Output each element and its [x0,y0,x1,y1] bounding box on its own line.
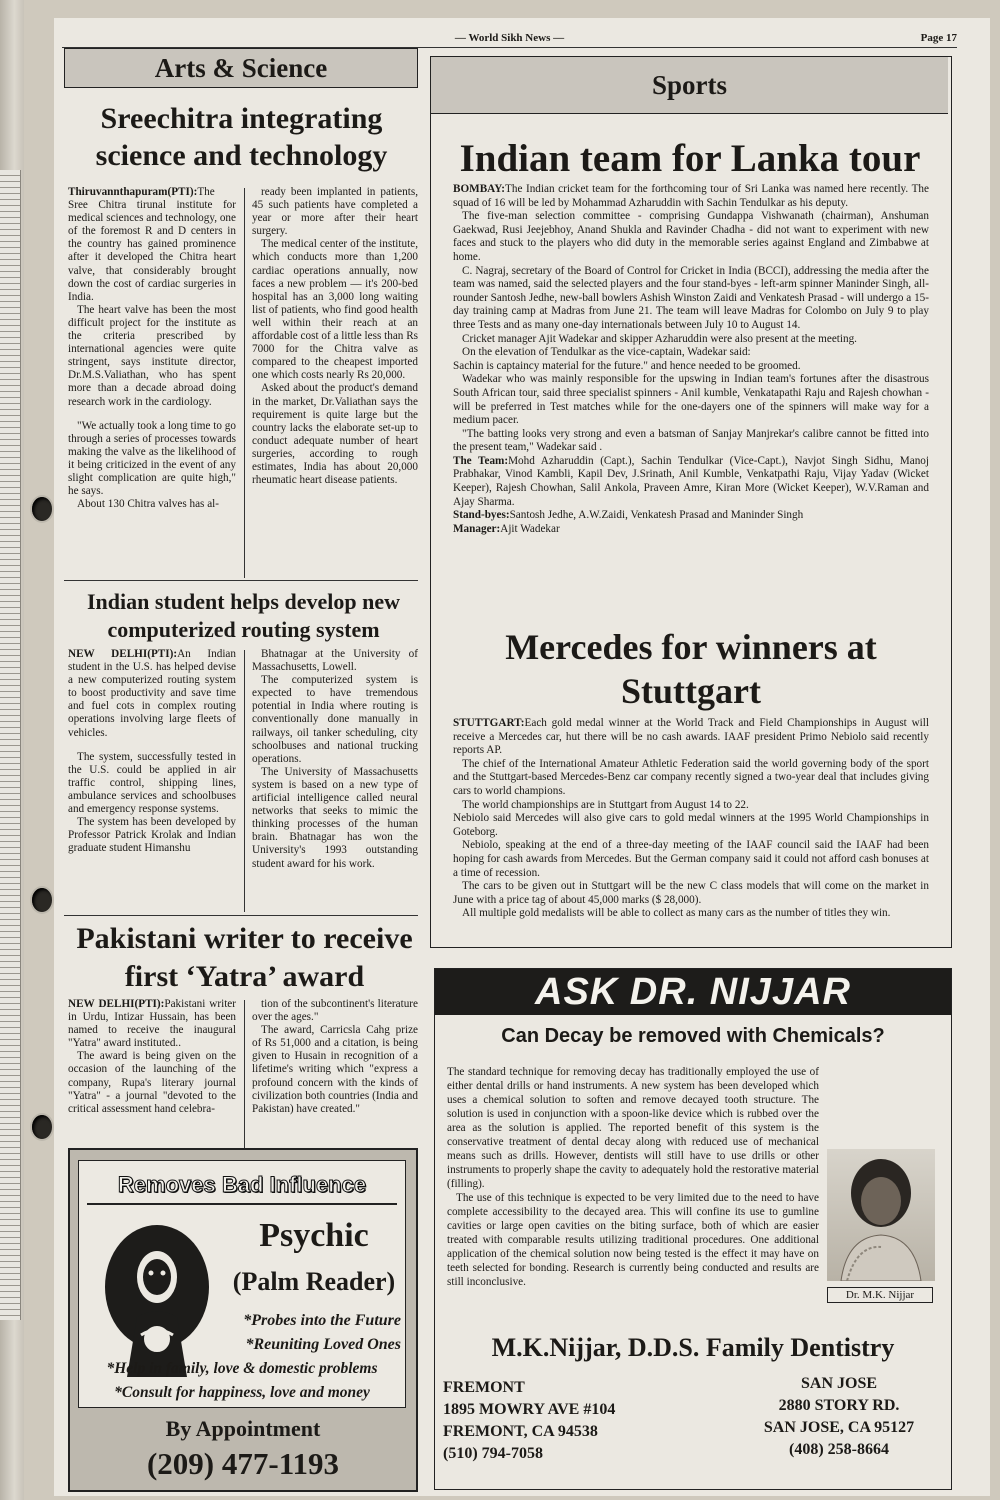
office-phone: (510) 794-7058 [443,1445,543,1462]
paragraph [252,674,418,766]
paragraph [453,509,929,523]
sanjose-address [739,1373,939,1461]
ruler [0,170,21,1320]
psychic-subtitle: (Palm Reader) [232,1267,396,1296]
paragraph-text: Asked about the product's demand in the market, Dr.Valiathan says the requirement is quite large but the country lacks the elaborate set-up to conduct adequate number of heart surgeries, according to rough estimates, India has about 20,000 rheumatic heart disease patients. [252,382,418,487]
paragraph-text: Nebiolo, speaking at the end of a three-day meeting of the IAAF council said the IAAF had been hoping for cash awards from Mercedes. But the German company said it could not afford cash bonuses at a time of recession. [453,839,929,879]
portrait-icon [827,1149,935,1281]
psychic-banner: Removes Bad Influence [87,1167,397,1205]
paragraph-text: The heart valve has been the most difficult project for the institute as the criteria prescribed by international agencies were quite stringent, says institute director, Dr.M.S.Valiathan, who has spent more than a decade abroad doing research work in the cardiology. [68,303,236,408]
publication-name: — World Sikh News — [454,32,565,44]
paragraph [252,998,418,1024]
paragraph-text: "We actually took a long time to go through a series of processes towards making the valve as the likelihood of it being criticized in the event of any slight complication are quite high," he says. [68,419,236,498]
paragraph-text: The award, Carricsla Cahg prize of Rs 51,000 and a citation, is being given to Husain in recognition of a lifetime's writing which "express a profound concern with the kinds of civilization both countries (India and Pakistan) have created." [252,1024,418,1115]
paragraph: The standard technique for removing decay has traditionally employed the use of either dental drills or hand instruments. A new system has been developed which uses a chemical solution to soften and remove decayed tooth structure. The solution is used in conjunction with a spoon-like device which is rubbed over the area as the solution is applied. The reported benefit of this system is the conservative treatment of dental decay along with reduced use of mechanical means such as drills. However, dentists will still have to use drills or other instruments to properly shape the cavity to adequately hold the restorative material (filling). [447,1066,819,1190]
article-divider [64,915,418,916]
article-sreechitra-col2 [252,186,418,487]
paragraph [68,998,236,1050]
paragraph [453,373,929,427]
dentist-banner: ASK DR. NIJJAR [435,969,951,1015]
paragraph-text: Pakistani writer in Urdu, Intizar Hussain, has been named to receive the inaugural "Yatra" award instituted.. [68,998,236,1050]
paragraph [453,799,929,813]
paragraph-text: C. Nagraj, secretary of the Board of Control for Cricket in India (BCCI), addressing the media after the team was named, said the selected players and the four stand-byes - left-arm spinner Maninder Singh, all-rounder Santosh Jedhe, new-ball bowlers Ashish Winston Zaidi and Venkatesh Prasad - will undergo a 15-day training camp at Madras from June 21. The team will leave Madras for Colombo on July 9 to play three Tests and as many one-day internationals between July 10 to August 14. [453,264,929,331]
headline-sreechitra: Sreechitra integrating science and technology [95,102,388,172]
office-citystate: SAN JOSE, CA 95127 [763,1419,915,1436]
psychic-line: *Probes into the Future [243,1312,401,1329]
paragraph [68,751,236,816]
paragraph [252,648,418,674]
psychic-figure-icon [97,1217,217,1377]
paragraph [453,717,929,758]
office-street: 1895 MOWRY AVE #104 [443,1401,616,1418]
photo-caption: Dr. M.K. Nijjar [827,1287,933,1303]
paragraph-text: Sachin is captaincy material for the future." and hence needed to be groomed. [453,359,801,372]
paragraph-text: An Indian student in the U.S. has helped devise a new computerized routing system to boost productivity and save time and fuel cots in complex routing operations involving large fleets of vehicles. [68,648,236,739]
paragraph-text: "The batting looks very strong and even a batsman of Sanjay Manjrekar's calibre cannot be fitted into the present team," Wadekar said . [453,427,929,454]
paragraph [68,1050,236,1115]
paragraph-text: The system has been developed by Professor Patrick Krolak and Indian graduate student Himanshu [68,816,236,855]
paragraph [453,360,929,374]
paragraph [453,428,929,455]
running-header [62,32,957,48]
paragraph [68,186,236,304]
paragraph [252,766,418,871]
office-street: 2880 STORY RD. [778,1397,900,1414]
section-header-sports: Sports [431,57,948,114]
psychic-line: *Help in family, love & domestic problems [106,1360,378,1377]
article-mercedes [453,717,929,921]
psychic-advertisement [68,1148,418,1492]
dentist-advertisement [434,968,952,1490]
paragraph-text: Cricket manager Ajit Wadekar and skipper Azharuddin were also present at the meeting. [462,332,857,345]
paragraph [68,498,236,511]
headline-routing: Indian student helps develop new computerized routing system [87,589,400,642]
article-yatra-col1 [68,998,236,1116]
section-header-arts: Arts & Science [64,48,418,88]
article-yatra-col2 [252,998,418,1116]
column-rule [244,650,245,912]
page-number: Page 17 [920,32,957,44]
paragraph-text: The chief of the International Amateur Athletic Federation said the world governing body of the sport and the Stuttgart-based Mercedes-Benz car company recently signed a two-year deal that includes giving cars to world champions. [453,757,929,797]
article-routing-col1 [68,648,236,855]
paragraph [453,346,929,360]
paragraph-text: The Indian cricket team for the forthcoming tour of Sri Lanka was named here recently. The squad of 16 will be led by Mohammad Azharuddin with Sachin Tendulkar as his deputy. [453,183,929,209]
psychic-title: Psychic [259,1217,369,1254]
paragraph [68,816,236,855]
paragraph-text: The system, successfully tested in the U.S. could be applied in air traffic control, shipping lines, ambulance services and schoolbuses and emergency response systems. [68,750,236,816]
dentist-article [447,1065,819,1289]
article-sreechitra-col1 [68,186,236,511]
lead-in: Manager: [453,522,501,535]
paragraph [252,382,418,487]
lead-in: STUTTGART: [453,717,525,729]
dentist-photo [827,1149,935,1281]
paragraph-text: Santosh Jedhe, A.W.Zaidi, Venkatesh Prasad and Maninder Singh [509,509,804,522]
paragraph [453,455,929,509]
article-routing-col2 [252,648,418,871]
paragraph [453,265,929,333]
paragraph-text: Nebiolo said Mercedes will also give cars to gold medal winners at the 1995 World Championships in Goteborg. [453,812,929,838]
paragraph [453,880,929,907]
punch-hole [32,1115,52,1139]
paragraph [453,812,929,839]
paragraph [453,333,929,347]
column-rule [244,188,245,578]
paragraph-text: The computerized system is expected to have tremendous potential in India where routing is conventionally done manually in railways, oil tanker scheduling, city schoolbuses and national trucking operations. [252,674,418,765]
paragraph-text: The Sree Chitra tirunal institute for medical sciences and technology, one of the foremost R and D centers in the country has gained prominence after it developed the Chitra heart valve, that considerably brought down the cost of cardiac surgeries in India. [68,186,236,303]
psychic-ad-panel [78,1160,406,1408]
office-phone: (408) 258-8664 [789,1441,889,1458]
paragraph-text: The world championships are in Stuttgart from August 14 to 22. [462,798,749,811]
paragraph-text: All multiple gold medalists will be able to collect as many cars as the number of titles they win. [462,907,891,920]
paragraph [453,183,929,210]
dateline: Thiruvannthapuram(PTI): [68,186,198,198]
paragraph-text: The cars to be given out in Stuttgart will be the new C class models that will come on the market in June with a price tag of about 45,000 marks ($ 28,000). [453,880,929,906]
paragraph [453,839,929,880]
paragraph [453,758,929,799]
paragraph [252,238,418,382]
newspaper-page [54,18,990,1496]
fremont-address [443,1377,615,1465]
paragraph-text: Mohd Azharuddin (Capt.), Sachin Tendulkar (Vice-Capt.), Navjot Singh Sidhu, Manoj Prabhakar, Vinod Kambli, Kapil Dev, J.Srinath, Anil Kumble, Venkatpathi Raju, Vijay Yadav (Wicket Keeper), Rajesh Chowhan, Salil Ankola, Praveen Amre, Kiran More (Wicket Keeper), W.V.Raman and Ajay Sharma. [453,454,929,508]
paragraph [453,210,929,264]
paragraph-text: Ajit Wadekar [500,522,560,535]
sports-box [430,56,952,948]
paragraph [453,523,929,537]
paragraph [252,1024,418,1116]
column-rule [244,1000,245,1148]
paragraph [68,304,236,409]
paragraph-text: tion of the subcontinent's literature over the ages." [252,998,418,1024]
office-city: FREMONT [443,1379,525,1396]
lead-in: The Team: [453,454,509,467]
paragraph [252,186,418,238]
psychic-appointment: By Appointment [165,1416,321,1441]
paragraph-text: Wadekar who was mainly responsible for the upswing in Indian team's fortunes after the disastrous South African tour, said three specialist spinners - Anil kumble, Venkatapathi Raju and Rajesh chowhan - will be preferred in Test matches while for the one-dayers one of the spinners will make way for a medium pacer. [453,373,929,427]
paragraph: The use of this technique is expected to be very limited due to the need to have complete accessibility to the decayed area. This will confine its use to gumline cavities or large open cavities on the biting surface, both of which are easier treated with comparable results utilizing traditional procedures. One additional application of the chemical solution now being tested is the effect it may have on teeth selected for bonding. Research is currently being conducted and results are still inconclusive. [447,1192,819,1288]
office-city: SAN JOSE [800,1375,878,1392]
headline-mercedes: Mercedes for winners at Stuttgart [505,627,877,711]
practice-name: M.K.Nijjar, D.D.S. Family Dentistry [491,1333,895,1362]
punch-hole [32,497,52,521]
paragraph-text: Each gold medal winner at the World Track and Field Championships in August will receive a Mercedes car, hut there will be no cash awards. IAAF president Primo Nebiolo said recently reports AP. [453,717,929,757]
dateline: NEW DELHI(PTI): [68,998,165,1010]
paragraph-text: The award is being given on the occasion of the launching of the company, Rupa's literary journal "Yatra" - a journal "devoted to the critical assessment hand celebra- [68,1050,236,1115]
psychic-line: *Consult for happiness, love and money [114,1384,370,1401]
psychic-line: *Reuniting Loved Ones [245,1336,401,1353]
article-divider [64,580,418,581]
paragraph-text: ready been implanted in patients, 45 such patients have completed a year or more after their heart surgery. [252,186,418,238]
paragraph [453,907,929,921]
paragraph-text: On the elevation of Tendulkar as the vice-captain, Wadekar said: [462,346,751,359]
paragraph-text: About 130 Chitra valves has al- [77,498,219,511]
paragraph [68,648,236,740]
punch-hole [32,888,52,912]
paragraph-text: Bhatnagar at the University of Massachusetts, Lowell. [252,648,418,674]
headline-yatra: Pakistani writer to receive first ‘Yatra’ award [76,922,413,993]
lead-in: Stand-byes: [453,509,510,522]
psychic-phone: (209) 477-1193 [146,1446,339,1481]
paragraph [68,420,236,499]
article-lanka-tour [453,183,929,536]
dentist-question: Can Decay be removed with Chemicals? [501,1025,885,1047]
paragraph-text: The five-man selection committee - comprising Gundappa Vishwanath (chairman), Anshuman Gaekwad, Rusi Jeejebhoy, Anand Shukla and Ravinder Chadha - did not want to experiment with new faces and stuck to the players who did duty in the memorable series against England and Zimbabwe at home. [453,210,929,263]
paragraph-text: The medical center of the institute, which conducts more than 1,200 cardiac operations annually, now faces a new problem — it's 200-bed hospital has an 3,000 long waiting list of patients, who find good health well within their reach at an affordable cost of a little less than Rs 7000 for the Chitra valve as compared to the cheapest imported one which costs nearly Rs 20,000. [252,238,419,382]
office-citystate: FREMONT, CA 94538 [443,1423,598,1440]
headline-lanka-tour: Indian team for Lanka tour [459,137,921,180]
dateline: NEW DELHI(PTI): [68,648,178,660]
paragraph-text: The University of Massachusetts system is based on a new type of artificial intelligence called neural networks that seeks to mimic the thinking processes of the human brain. Bhatnagar has won the University's 1993 outstanding student award for his work. [252,765,418,870]
lead-in: BOMBAY: [453,183,506,195]
